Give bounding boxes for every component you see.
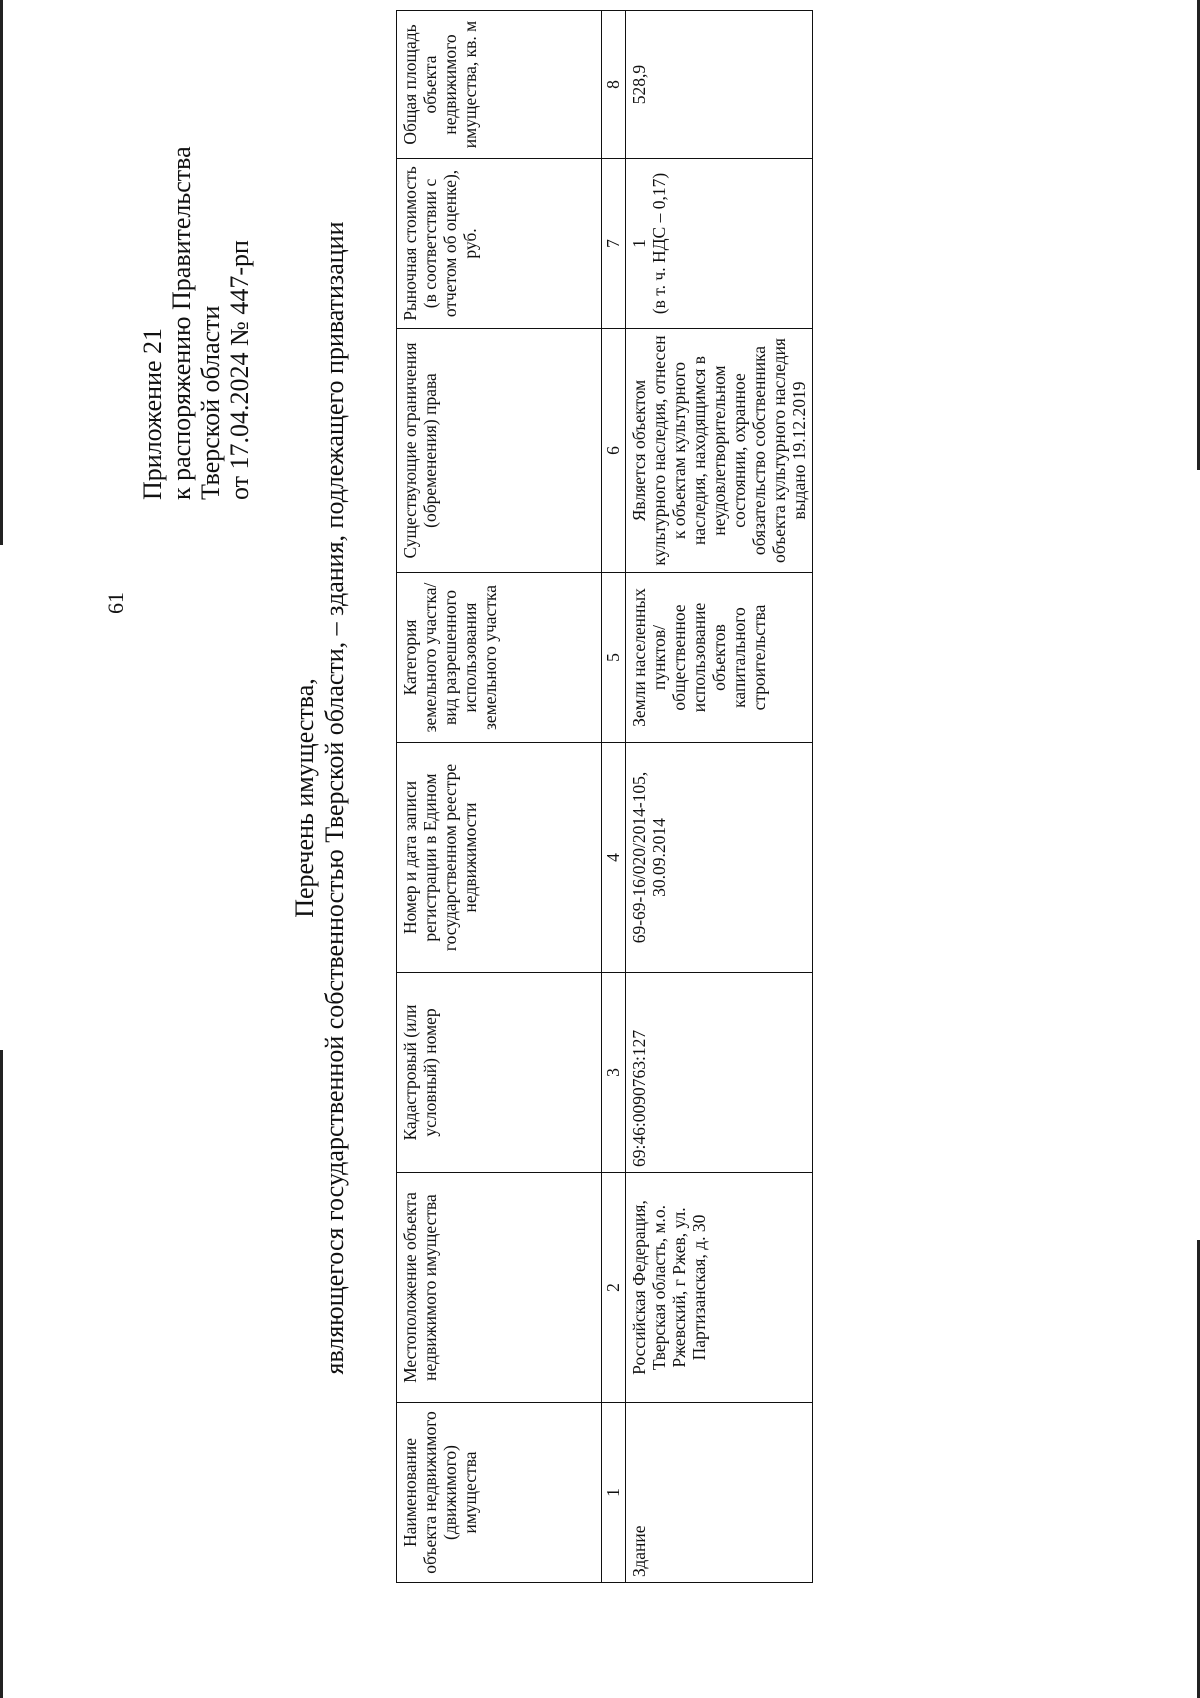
column-number: 3 xyxy=(602,973,626,1173)
page-number: 61 xyxy=(103,592,128,614)
column-number: 5 xyxy=(602,573,626,743)
cell-market-price xyxy=(626,159,813,329)
cell-land-category: Земли населенных пунктов/ общественное использование объектов капитального строительства xyxy=(626,573,813,743)
document-subtitle: являющегося государственной собственностью Тверской области, – здания, подлежащего приватизации xyxy=(320,221,349,1375)
header-cell-price: Рыночная стоимость (в соответствии с отчетом об оценке), руб. xyxy=(397,159,602,329)
appendix-line-3: Тверской области xyxy=(196,305,225,500)
header-cell-registration: Номер и дата записи регистрации в Едином государственном реестре недвижимости xyxy=(397,743,602,973)
cell-total-area: 528,9 xyxy=(626,11,813,159)
column-number-row xyxy=(602,11,626,1583)
column-number: 7 xyxy=(602,159,626,329)
header-cell-location: Местоположение объекта недвижимого имущества xyxy=(397,1173,602,1403)
appendix-block xyxy=(138,146,254,500)
property-table xyxy=(396,10,813,1583)
column-number: 6 xyxy=(602,329,626,573)
column-number: 1 xyxy=(602,1403,626,1583)
cell-cadastral-number: 69:46:0090763:127 xyxy=(626,973,813,1173)
header-cell-area: Общая площадь объекта недвижимого имущества, кв. м xyxy=(397,11,602,159)
table-header-row xyxy=(397,11,602,1583)
appendix-line-1: Приложение 21 xyxy=(138,327,167,500)
header-cell-land-category: Категория земельного участка/вид разрешенного использования земельного участка xyxy=(397,573,602,743)
column-number: 4 xyxy=(602,743,626,973)
appendix-line-2: к распоряжению Правительства xyxy=(167,146,196,500)
document-title: Перечень имущества, xyxy=(290,678,319,918)
cell-location: Российская Федерация, Тверская область, м.о. Ржевский, г Ржев, ул. Партизанская, д. 30 xyxy=(626,1173,813,1403)
price-value: 1 xyxy=(629,239,649,248)
table-row xyxy=(626,11,813,1583)
column-number: 2 xyxy=(602,1173,626,1403)
header-cell-cadastral: Кадастровый (или условный) номер xyxy=(397,973,602,1173)
cell-registration: 69-69-16/020/2014-105, 30.09.2014 xyxy=(626,743,813,973)
cell-restrictions: Является объектом культурного наследия, отнесен к объектам культурного наследия, находящимся в неудовлетворительном состоянии, охранное обязательство собственника объекта культурного наследия выдано 19.12.2019 xyxy=(626,329,813,573)
header-cell-name: Наименование объекта недвижимого (движимого) имущества xyxy=(397,1403,602,1583)
column-number: 8 xyxy=(602,11,626,159)
price-vat-note: (в т. ч. НДС – 0,17) xyxy=(649,172,669,315)
appendix-line-4: от 17.04.2024 № 447-рп xyxy=(225,240,254,500)
header-cell-restrictions: Существующие ограничения (обременения) права xyxy=(397,329,602,573)
cell-object-name: Здание xyxy=(626,1403,813,1583)
